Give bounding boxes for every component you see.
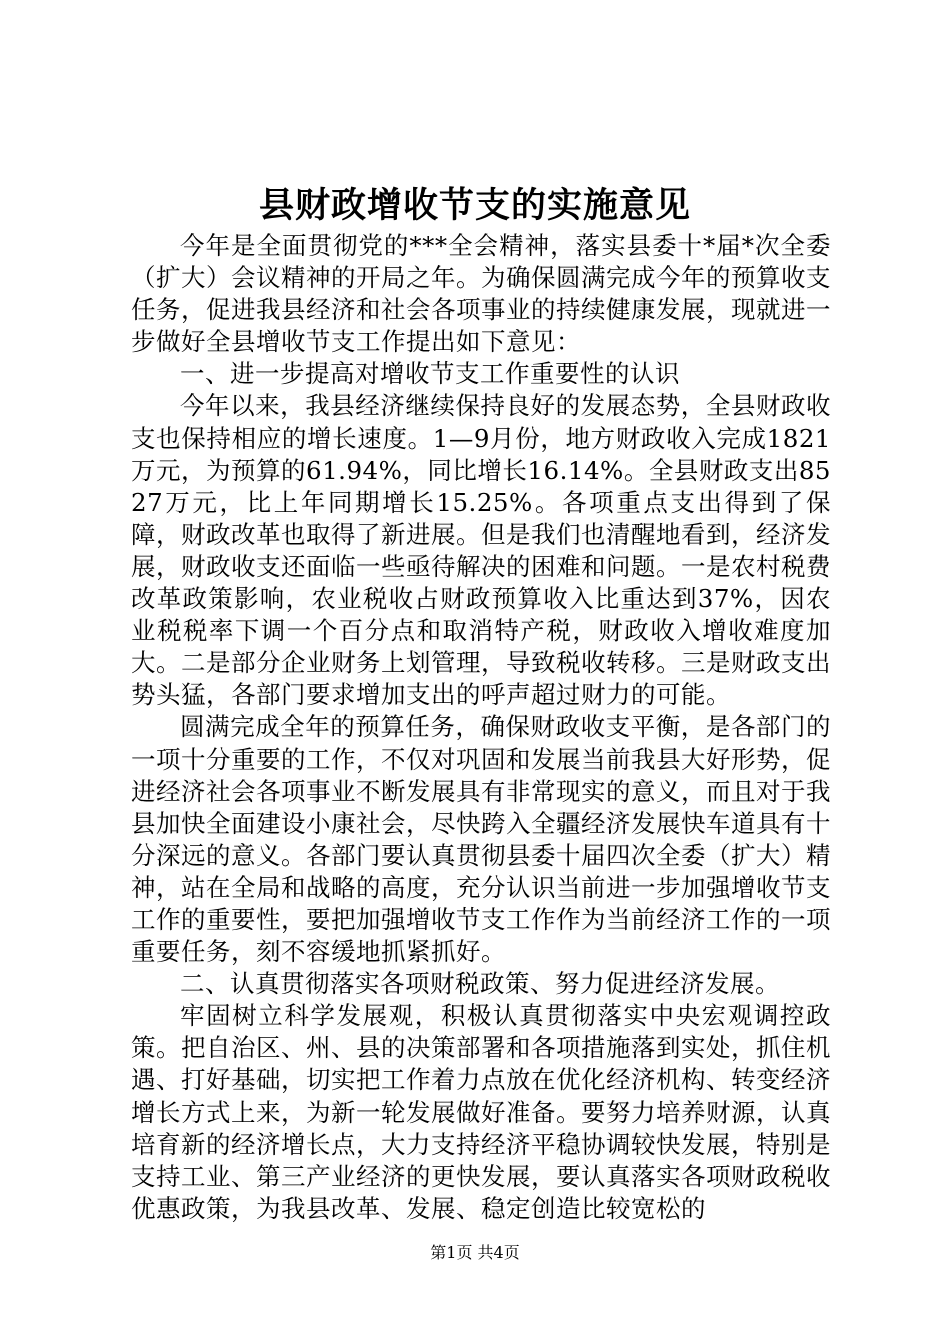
section-heading-1: 一、进一步提高对增收节支工作重要性的认识 — [180, 359, 680, 389]
document-body — [131, 230, 831, 1225]
paragraph-policy: 牢固树立科学发展观，积极认真贯彻落实中央宏观调控政策。把自治区、州、县的决策部署和各项措施落到实处，抓住机遇、打好基础，切实把工作着力点放在优化经济机构、转变经济增长方式上来，为新一轮发展做好准备。要努力培养财源，认真培育新的经济增长点，大力支持经济平稳协调较快发展，特别是支持工业、第三产业经济的更快发展，要认真落实各项财政税收优惠政策，为我县改革、发展、稳定创造比较宽松的 — [131, 1001, 831, 1223]
paragraph-intro: 今年是全面贯彻党的***全会精神，落实县委十*届*次全委（扩大）会议精神的开局之年。为确保圆满完成今年的预算收支任务，促进我县经济和社会各项事业的持续健康发展，现就进一步做好全县增收节支工作提出如下意见： — [131, 231, 831, 357]
document-title: 县财政增收节支的实施意见 — [258, 185, 691, 226]
paragraph-importance: 圆满完成全年的预算任务，确保财政收支平衡，是各部门的一项十分重要的工作，不仅对巩固和发展当前我县大好形势，促进经济社会各项事业不断发展具有非常现实的意义，而且对于我县加快全面建设小康社会，尽快跨入全疆经济发展快车道具有十分深远的意义。各部门要认真贯彻县委十届四次全委（扩大）精神，站在全局和战略的高度，充分认识当前进一步加强增收节支工作的重要性，要把加强增收节支工作作为当前经济工作的一项重要任务，刻不容缓地抓紧抓好。 — [131, 712, 831, 967]
page-footer: 第1页 共4页 — [430, 1243, 520, 1262]
paragraph-situation: 今年以来，我县经济继续保持良好的发展态势，全县财政收支也保持相应的增长速度。1—9月份，地方财政收入完成1821万元，为预算的61.94%，同比增长16.14%。全县财政支出8527万元，比上年同期增长15.25%。各项重点支出得到了保障，财政改革也取得了新进展。但是我们也清醒地看到，经济发展，财政收支还面临一些亟待解决的困难和问题。一是农村税费改革政策影响，农业税收占财政预算收入比重达到37%，因农业税税率下调一个百分点和取消特产税，财政收入增收难度加大。二是部分企业财务上划管理，导致税收转移。三是财政支出势头猛，各部门要求增加支出的呼声超过财力的可能。 — [131, 391, 832, 710]
section-heading-2: 二、认真贯彻落实各项财税政策、努力促进经济发展。 — [180, 969, 780, 999]
